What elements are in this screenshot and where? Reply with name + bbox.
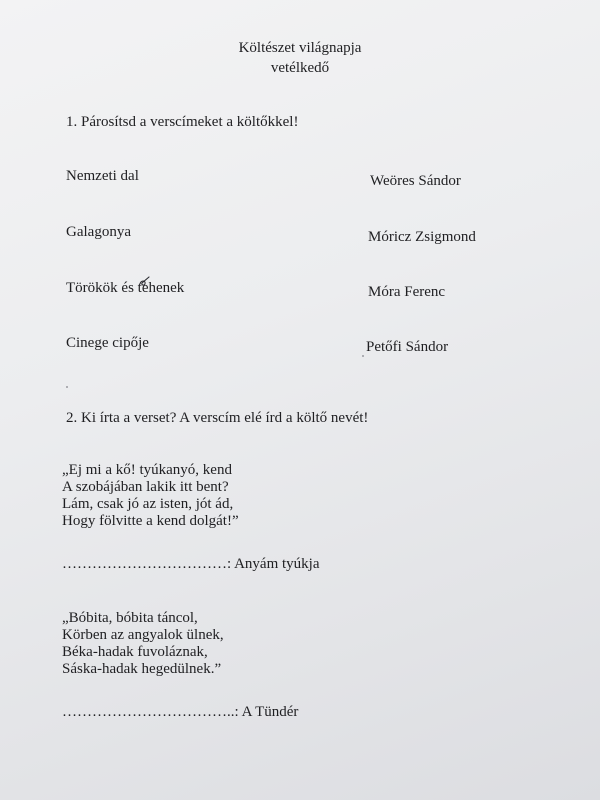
worksheet-title: Költészet világnapja (238, 40, 362, 56)
poem-excerpt (62, 462, 239, 530)
worksheet-subtitle: vetélkedő (270, 60, 330, 76)
poem-line: A szobájában lakik itt bent? (62, 479, 229, 495)
answer-blank-line: ……………………………: Anyám tyúkja (62, 556, 320, 572)
poem-line: Lám, csak jó az isten, jót ád, (62, 496, 234, 512)
task1-instruction: 1. Párosítsd a verscímeket a költőkkel! (66, 114, 299, 130)
poem-title-item: Galagonya (66, 224, 131, 240)
poem-excerpt (62, 610, 224, 678)
poet-name-item: Petőfi Sándor (366, 339, 449, 355)
paper-speck (66, 386, 68, 388)
poem-line: „Bóbita, bóbita táncol, (62, 610, 198, 626)
answer-blank-line: ……………………………..: A Tündér (62, 704, 299, 720)
poet-name-item: Móricz Zsigmond (368, 229, 476, 245)
poem-title-item: Nemzeti dal (66, 168, 139, 184)
poet-name-item: Weöres Sándor (370, 173, 461, 189)
poem-line: „Ej mi a kő! tyúkanyó, kend (62, 462, 232, 478)
poem-line: Béka-hadak fuvoláznak, (62, 644, 208, 660)
poem-line: Sáska-hadak hegedülnek.” (62, 661, 222, 677)
poem-title-item: Cinege cipője (66, 335, 149, 351)
paper-speck (362, 355, 364, 357)
poet-name-item: Móra Ferenc (368, 284, 446, 300)
handwritten-accent-mark (138, 276, 152, 288)
poem-line: Körben az angyalok ülnek, (62, 627, 224, 643)
poem-line: Hogy fölvitte a kend dolgát!” (62, 513, 239, 529)
poem-title-item: Törökök és tehenek (66, 280, 185, 296)
task2-instruction: 2. Ki írta a verset? A verscím elé írd a költő nevét! (66, 410, 369, 426)
